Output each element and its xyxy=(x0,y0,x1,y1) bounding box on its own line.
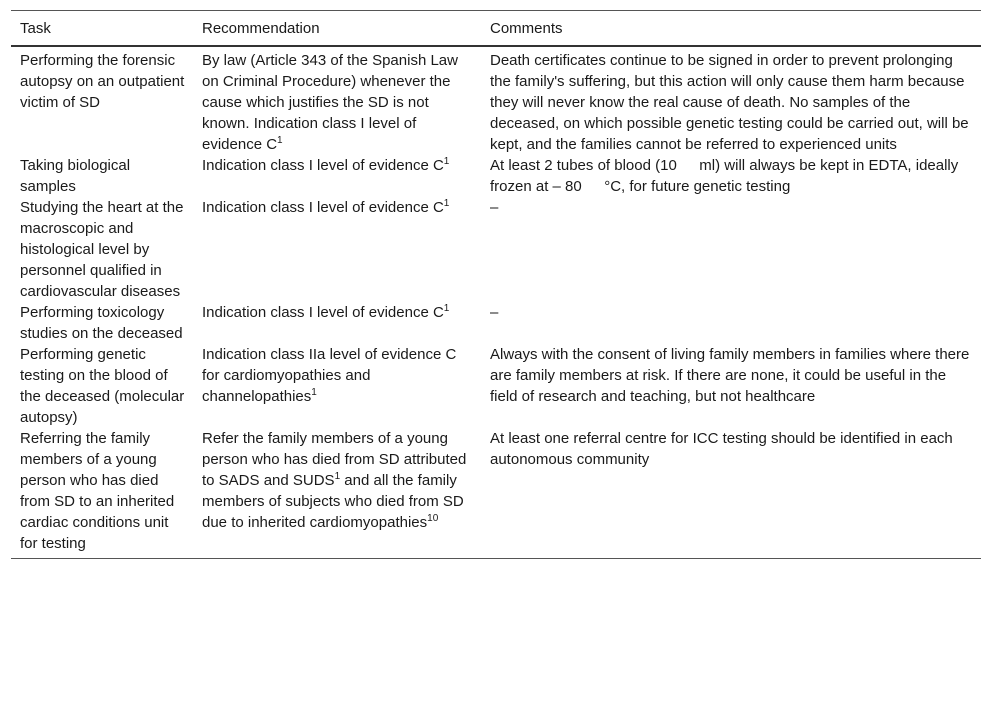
table-row xyxy=(11,155,981,197)
table-body xyxy=(11,46,981,559)
recommendation-cell xyxy=(193,428,481,559)
recommendation-cell xyxy=(193,155,481,197)
reference-superscript: 1 xyxy=(443,156,450,167)
recommendation-text: Indication class IIa level of evidence C for cardiomyopathies and channelopathies xyxy=(202,346,457,405)
task-cell: Performing the forensic autopsy on an outpatient victim of SD xyxy=(20,52,185,111)
table-row xyxy=(11,428,981,559)
comments-cell: – xyxy=(490,199,499,216)
comments-cell: Death certificates continue to be signed in order to prevent prolonging the family's suffering, but this action will only cause them harm because they will never know the real cause of death. No samples of the deceased, on which possible genetic testing could be carried out, will be kept, and the families cannot be referred to experienced units xyxy=(490,52,969,153)
recommendations-table xyxy=(11,10,981,559)
reference-superscript: 1 xyxy=(443,303,450,314)
task-cell: Referring the family members of a young person who has died from SD to an inherited cardiac conditions unit for testing xyxy=(20,430,175,552)
reference-superscript: 1 xyxy=(334,471,341,482)
recommendation-cell xyxy=(193,46,481,155)
reference-superscript: 1 xyxy=(311,387,317,398)
task-cell: Performing genetic testing on the blood of the deceased (molecular autopsy) xyxy=(20,346,185,426)
recommendations-table-container xyxy=(11,10,981,559)
table-row xyxy=(11,46,981,155)
comments-cell: At least 2 tubes of blood (10 ml) will always be kept in EDTA, ideally frozen at – 80 °C, for future genetic testing xyxy=(490,157,959,195)
task-cell: Taking biological samples xyxy=(20,157,131,195)
header-comments: Comments xyxy=(490,20,563,37)
reference-superscript: 1 xyxy=(443,198,450,209)
reference-superscript: 10 xyxy=(427,513,439,524)
recommendation-text: and all the family members of subjects who died from SD due to inherited cardiomyopathies xyxy=(202,472,464,531)
recommendation-text: Indication class I level of evidence C xyxy=(202,304,444,321)
comments-cell: Always with the consent of living family members in families where there are family members at risk. If there are none, it could be useful in the field of research and teaching, but not healthcare xyxy=(490,346,970,405)
recommendation-cell xyxy=(193,344,481,428)
comments-cell: At least one referral centre for ICC testing should be identified in each autonomous community xyxy=(490,430,953,468)
table-row xyxy=(11,344,981,428)
table-row xyxy=(11,197,981,302)
task-cell: Studying the heart at the macroscopic and histological level by personnel qualified in cardiovascular diseases xyxy=(20,199,184,300)
recommendation-text: Indication class I level of evidence C xyxy=(202,157,444,174)
recommendation-cell xyxy=(193,302,481,344)
recommendation-text: By law (Article 343 of the Spanish Law on Criminal Procedure) whenever the cause which justifies the SD is not known. Indication class I level of evidence C xyxy=(202,52,458,153)
recommendation-text: Indication class I level of evidence C xyxy=(202,199,444,216)
table-header xyxy=(11,11,981,47)
comments-cell: – xyxy=(490,304,499,321)
recommendation-text: Refer the family members of a young person who has died from SD attributed to SADS and SUDS xyxy=(202,430,467,489)
reference-superscript: 1 xyxy=(277,135,283,146)
header-row xyxy=(11,11,981,47)
header-recommendation: Recommendation xyxy=(202,20,320,37)
table-row xyxy=(11,302,981,344)
recommendation-cell xyxy=(193,197,481,302)
header-task: Task xyxy=(20,20,51,37)
task-cell: Performing toxicology studies on the deceased xyxy=(20,304,183,342)
